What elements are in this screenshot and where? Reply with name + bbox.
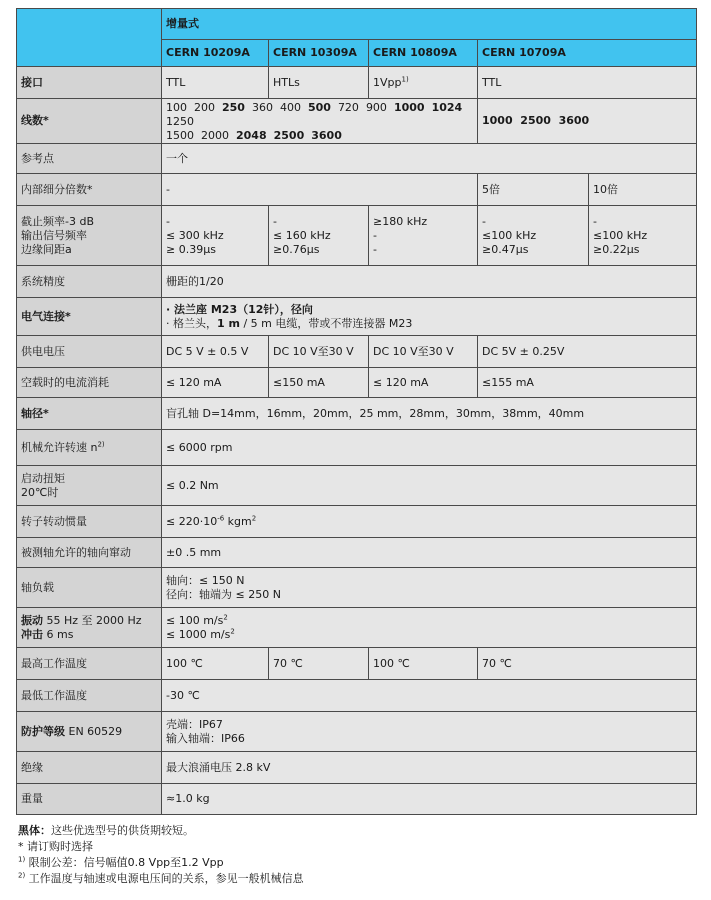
label-load: 轴负载 xyxy=(17,568,162,608)
type-title: 增量式 xyxy=(162,9,697,40)
interp-v4a: 5倍 xyxy=(478,174,589,206)
row-load xyxy=(17,568,697,608)
row-vibration xyxy=(17,608,697,648)
ref-point-value: 一个 xyxy=(162,144,697,174)
load-value xyxy=(162,568,697,608)
label-cutoff xyxy=(17,206,162,266)
cutoff-line: ≥0.76µs xyxy=(273,242,320,256)
electrical-line-1: · 法兰座 M23（12针），径向 xyxy=(166,302,313,316)
current-v4: ≤155 mA xyxy=(478,368,697,398)
cutoff-line: ≥0.47µs xyxy=(482,242,529,256)
footnote-1 xyxy=(18,855,698,871)
vibration-label xyxy=(21,614,157,628)
footnotes xyxy=(18,823,698,887)
line-count: 1000 xyxy=(482,114,513,127)
interface-v1: TTL xyxy=(162,67,269,99)
label-weight: 重量 xyxy=(17,784,162,815)
label-cutoff-2: 输出信号频率 xyxy=(21,228,87,242)
vibration-v1 xyxy=(166,614,692,628)
label-inertia: 转子转动惯量 xyxy=(17,506,162,538)
vibration-text: ≤ 100 m/s xyxy=(166,613,224,627)
row-inertia xyxy=(17,506,697,538)
footnote-2-text: 工作温度与轴速或电源电压间的关系，参见一般机械信息 xyxy=(25,872,304,885)
supply-v2: DC 10 V至30 V xyxy=(269,336,369,368)
interp-v1: - xyxy=(162,174,478,206)
cutoff-line: ≤100 kHz xyxy=(593,228,648,242)
shock-text: ≤ 1000 m/s xyxy=(166,627,231,641)
line-count: 500 xyxy=(307,101,331,114)
label-current: 空载时的电流消耗 xyxy=(17,368,162,398)
cutoff-c5 xyxy=(589,206,697,266)
label-shaft: 轴径* xyxy=(17,398,162,430)
electrical-text: · 格兰头， xyxy=(166,316,217,330)
electrical-text: / 5 m 电缆，带或不带连接器 M23 xyxy=(239,316,413,330)
row-speed xyxy=(17,430,697,466)
label-cutoff-3: 边缘间距a xyxy=(21,242,72,256)
line-count: 2048 xyxy=(236,129,267,142)
cutoff-c2 xyxy=(269,206,369,266)
interface-v3-text: 1Vpp xyxy=(373,75,402,89)
label-max-temp: 最高工作温度 xyxy=(17,648,162,680)
interface-v3-sup: 1) xyxy=(401,74,409,83)
interface-v2: HTLs xyxy=(269,67,369,99)
label-interface: 接口 xyxy=(17,67,162,99)
footnote-bold-text: 这些优选型号的供货期较短。 xyxy=(51,824,194,837)
label-vibration xyxy=(17,608,162,648)
row-insulation xyxy=(17,752,697,784)
current-v2: ≤150 mA xyxy=(269,368,369,398)
label-electrical: 电气连接* xyxy=(17,298,162,336)
model-1: CERN 10209A xyxy=(162,40,269,67)
label-lines: 线数* xyxy=(17,99,162,144)
line-count: 720 xyxy=(337,101,359,114)
lines-v1 xyxy=(162,99,478,144)
cutoff-line: ≥0.22µs xyxy=(593,242,640,256)
interp-v4b: 10倍 xyxy=(589,174,697,206)
row-min-temp xyxy=(17,680,697,712)
lines-row-1 xyxy=(166,101,473,129)
current-v1: ≤ 120 mA xyxy=(162,368,269,398)
line-count: 3600 xyxy=(311,129,342,142)
vibration-label-text: 55 Hz 至 2000 Hz xyxy=(43,613,142,627)
line-count: 200 xyxy=(194,101,215,114)
cutoff-line: - xyxy=(373,242,377,256)
spec-table xyxy=(16,8,697,815)
label-insulation: 绝缘 xyxy=(17,752,162,784)
accuracy-value: 栅距的1/20 xyxy=(162,266,697,298)
cutoff-line: - xyxy=(273,214,277,228)
row-axial xyxy=(17,538,697,568)
shock-sup: 2 xyxy=(230,626,235,635)
footnote-bold-key: 黑体： xyxy=(18,824,51,837)
row-interface xyxy=(17,67,697,99)
line-count: 100 xyxy=(166,101,187,114)
cutoff-line: ≥180 kHz xyxy=(373,214,428,228)
load-radial: 径向：轴端为 ≤ 250 N xyxy=(166,587,281,601)
line-count: 1024 xyxy=(431,101,463,114)
row-torque xyxy=(17,466,697,506)
protection-label-bold: 防护等级 xyxy=(21,724,65,738)
current-v3: ≤ 120 mA xyxy=(369,368,478,398)
row-supply xyxy=(17,336,697,368)
vibration-label-bold: 振动 xyxy=(21,613,43,627)
cutoff-line: - xyxy=(166,214,170,228)
row-ref-point xyxy=(17,144,697,174)
inertia-value xyxy=(162,506,697,538)
vibration-value xyxy=(162,608,697,648)
vibration-sup: 2 xyxy=(223,612,228,621)
interface-v4: TTL xyxy=(478,67,697,99)
footnote-1-text: 限制公差：信号幅值0.8 Vpp至1.2 Vpp xyxy=(25,856,224,869)
max-temp-v4: 70 ℃ xyxy=(478,648,697,680)
footnote-2 xyxy=(18,871,698,887)
line-count: 3600 xyxy=(558,114,590,127)
label-min-temp: 最低工作温度 xyxy=(17,680,162,712)
label-ref-point: 参考点 xyxy=(17,144,162,174)
line-count: 1000 xyxy=(393,101,425,114)
row-protection xyxy=(17,712,697,752)
interface-v3 xyxy=(369,67,478,99)
insulation-value: 最大浪涌电压 2.8 kV xyxy=(162,752,697,784)
cutoff-c4 xyxy=(478,206,589,266)
footnote-1-mark: 1) xyxy=(18,855,26,864)
max-temp-v3: 100 ℃ xyxy=(369,648,478,680)
inertia-sup: 2 xyxy=(251,513,257,522)
axial-value: ±0 .5 mm xyxy=(162,538,697,568)
supply-v3: DC 10 V至30 V xyxy=(369,336,478,368)
cutoff-c3 xyxy=(369,206,478,266)
lines-v4 xyxy=(478,99,697,144)
label-protection xyxy=(17,712,162,752)
line-count: 400 xyxy=(279,101,301,114)
label-speed xyxy=(17,430,162,466)
line-count: 250 xyxy=(222,101,245,114)
label-interp: 内部细分倍数* xyxy=(17,174,162,206)
model-2: CERN 10309A xyxy=(269,40,369,67)
row-shaft xyxy=(17,398,697,430)
cutoff-line: ≤100 kHz xyxy=(482,228,537,242)
shaft-value: 盲孔轴 D=14mm，16mm，20mm，25 mm，28mm，30mm，38mm，40mm xyxy=(162,398,697,430)
shock-label xyxy=(21,628,157,642)
shock-label-text: 6 ms xyxy=(43,627,74,641)
cutoff-line: - xyxy=(373,228,377,242)
cutoff-line: ≤ 160 kHz xyxy=(273,228,331,242)
vibration-v2 xyxy=(166,628,692,642)
header-title-row xyxy=(17,9,697,40)
row-current xyxy=(17,368,697,398)
line-count: 360 xyxy=(251,101,273,114)
electrical-value xyxy=(162,298,697,336)
torque-label-2: 20℃时 xyxy=(21,485,59,499)
inertia-text: kgm xyxy=(224,514,252,528)
protection-label-text: EN 60529 xyxy=(65,724,123,738)
max-temp-v2: 70 ℃ xyxy=(269,648,369,680)
load-axial: 轴向：≤ 150 N xyxy=(166,573,245,587)
electrical-text: 1 m xyxy=(217,316,240,330)
inertia-exp: -6 xyxy=(217,513,225,522)
footnote-2-mark: 2) xyxy=(18,871,26,880)
label-torque xyxy=(17,466,162,506)
model-3: CERN 10809A xyxy=(369,40,478,67)
protection-shaft: 输入轴端：IP66 xyxy=(166,731,245,745)
row-electrical xyxy=(17,298,697,336)
cutoff-line: ≥ 0.39µs xyxy=(166,242,216,256)
speed-label-sup: 2) xyxy=(97,439,105,448)
speed-value: ≤ 6000 rpm xyxy=(162,430,697,466)
label-cutoff-1: 截止频率-3 dB xyxy=(21,214,94,228)
model-4: CERN 10709A xyxy=(478,40,697,67)
min-temp-value: -30 ℃ xyxy=(162,680,697,712)
label-supply: 供电电压 xyxy=(17,336,162,368)
line-count: 900 xyxy=(365,101,387,114)
row-cutoff xyxy=(17,206,697,266)
footnote-star: * 请订购时选择 xyxy=(18,840,93,853)
electrical-line-2 xyxy=(166,317,692,331)
cutoff-line: - xyxy=(482,214,486,228)
footnote-bold xyxy=(18,823,698,839)
supply-v1: DC 5 V ± 0.5 V xyxy=(162,336,269,368)
speed-label-text: 机械允许转速 n xyxy=(21,440,98,454)
cutoff-line: ≤ 300 kHz xyxy=(166,228,224,242)
supply-v4: DC 5V ± 0.25V xyxy=(478,336,697,368)
line-count: 2500 xyxy=(273,129,305,142)
row-max-temp xyxy=(17,648,697,680)
row-interp xyxy=(17,174,697,206)
line-count: 2500 xyxy=(520,114,551,127)
row-accuracy xyxy=(17,266,697,298)
row-lines xyxy=(17,99,697,144)
torque-label-1: 启动扭矩 xyxy=(21,471,65,485)
lines-row-2 xyxy=(166,129,473,143)
cutoff-c1 xyxy=(162,206,269,266)
label-axial: 被测轴允许的轴向窜动 xyxy=(17,538,162,568)
label-accuracy: 系统精度 xyxy=(17,266,162,298)
inertia-text: ≤ 220·10 xyxy=(166,514,218,528)
weight-value: ≈1.0 kg xyxy=(162,784,697,815)
line-count: 2000 xyxy=(201,129,229,142)
protection-housing: 壳端：IP67 xyxy=(166,717,223,731)
line-count: 1250 xyxy=(166,115,194,128)
shock-label-bold: 冲击 xyxy=(21,627,43,641)
torque-value: ≤ 0.2 Nm xyxy=(162,466,697,506)
cutoff-line: - xyxy=(593,214,597,228)
row-weight xyxy=(17,784,697,815)
protection-value xyxy=(162,712,697,752)
line-count: 1500 xyxy=(166,129,194,142)
header-corner xyxy=(17,9,162,67)
max-temp-v1: 100 ℃ xyxy=(162,648,269,680)
